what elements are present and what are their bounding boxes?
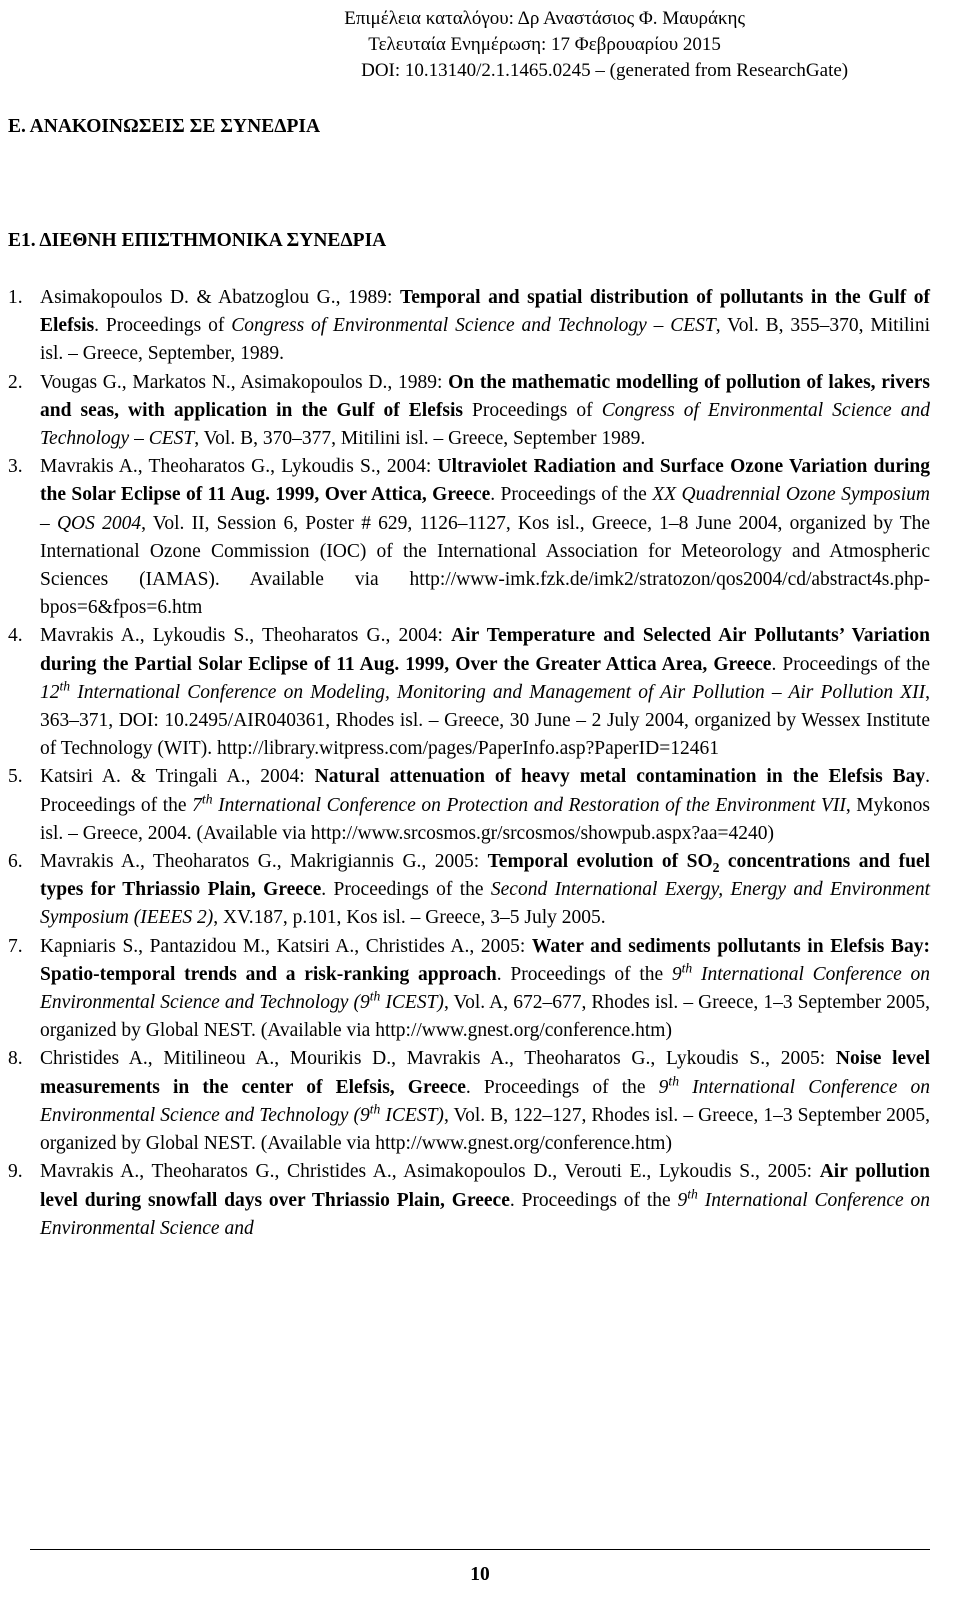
reference-pre: . Proceedings of the <box>490 484 653 506</box>
reference-number: 2. <box>8 371 23 393</box>
reference-authors: Mavrakis A., Theoharatos G., Makrigiannis G., 2005: <box>40 851 488 873</box>
section-title: Ε. ΑΝΑΚΟΙΝΩΣΕΙΣ ΣΕ ΣΥΝΕΔΡΙΑ <box>8 116 321 137</box>
reference-venue: Congress of Environmental Science and Technology – CEST <box>40 399 931 450</box>
reference-item <box>8 763 930 848</box>
reference-details: , Vol. B, 355–370, Mitilini isl. – Greece, September, 1989. <box>40 315 930 365</box>
reference-title: On the mathematic modelling of pollution of lakes, rivers and seas, with application in the Gulf of Elefsis <box>40 371 930 421</box>
reference-authors: Christides A., Mitilineou A., Mourikis D., Mavrakis A., Theoharatos G., Lykoudis S., 2005: <box>40 1048 836 1070</box>
reference-details: , Vol. B, 122–127, Rhodes isl. – Greece, 1–3 September 2005, organized by Global NEST. (Available via http://www.gnest.org/conference.htm) <box>40 1104 931 1155</box>
reference-item <box>8 622 930 763</box>
reference-number: 6. <box>8 851 23 873</box>
reference-number: 8. <box>8 1048 23 1070</box>
header-doi-line: DOI: 10.13140/2.1.1465.0245 – (generated from ResearchGate) <box>361 60 849 81</box>
reference-venue: Congress of Environmental Science and Technology – CEST <box>231 315 716 337</box>
reference-number: 5. <box>8 766 23 788</box>
venue-ordinal: 9 <box>671 963 682 985</box>
reference-item <box>8 369 930 454</box>
reference-item <box>8 1045 930 1158</box>
reference-authors: Vougas G., Markatos N., Asimakopoulos D., 1989: <box>40 371 449 393</box>
venue-name: International Conference on Environmental Science and <box>40 1189 930 1239</box>
reference-pre: . Proceedings of the <box>496 963 672 985</box>
reference-venue: XX Quadrennial Ozone Symposium – QOS 2004 <box>40 484 930 534</box>
title-part: Temporal evolution of SO <box>487 851 713 873</box>
reference-number: 9. <box>8 1161 23 1183</box>
venue-name: International Conference on Environmental Science and Technology (9 <box>40 963 930 1014</box>
page-number: 10 <box>470 1564 490 1585</box>
venue-name: International Conference on Environmental Science and Technology (9 <box>40 1076 931 1126</box>
venue-ordinal: 9 <box>658 1076 669 1098</box>
venue-name: International Conference on Modeling, Monitoring and Management of Air Pollution – Air Pollution XII <box>70 681 926 703</box>
reference-details: , 363–371, DOI: 10.2495/AIR040361, Rhodes isl. – Greece, 30 June – 2 July 2004, organized by Wessex Institute of Technology (WIT). http://library.witpress.com/pages/PaperInfo.asp?PaperID=12461 <box>40 681 930 760</box>
reference-pre: . Proceedings of the <box>771 653 930 675</box>
venue-ordinal-suffix: th <box>668 1073 680 1089</box>
venue-ordinal-suffix: th <box>201 791 213 807</box>
reference-pre: Proceedings of <box>462 399 602 421</box>
reference-title: Air Temperature and Selected Air Pollutants’ Variation during the Partial Solar Eclipse of 11 Aug. 1999, Over the Greater Attica Area, Greece <box>40 625 930 675</box>
venue-acronym: ICEST) <box>380 1104 444 1126</box>
venue-acronym: ICEST) <box>380 992 444 1014</box>
reference-item <box>8 1158 930 1243</box>
reference-pre: . Proceedings of the <box>509 1189 678 1211</box>
reference-details: , Vol. II, Session 6, Poster # 629, 1126–1127, Kos isl., Greece, 1–8 June 2004, organized by The International Ozone Commission (IOC) of the International Association for Meteorology and Atmospheric Sciences (IAMAS). Available via http://www-imk.fzk.de/imk2/stratozon/qos2004/cd/abstract4s.php-bpos=6&fpos=6.htm <box>40 512 931 619</box>
reference-number: 3. <box>8 456 23 478</box>
venue-ordinal-suffix: th <box>369 1101 381 1117</box>
header-update-line: Τελευταία Ενημέρωση: 17 Φεβρουαρίου 2015 <box>368 34 721 55</box>
reference-item <box>8 453 930 622</box>
page-header <box>344 6 849 84</box>
subsection-title: Ε1. ΔΙΕΘΝΗ ΕΠΙΣΤΗΜΟΝΙΚΑ ΣΥΝΕΔΡΙΑ <box>8 230 387 251</box>
reference-number: 7. <box>8 935 23 957</box>
reference-number: 1. <box>8 287 23 308</box>
reference-authors: Katsiri A. & Tringali A., 2004: <box>40 766 315 788</box>
venue-ordinal-suffix: th <box>681 960 693 976</box>
reference-number: 4. <box>8 625 23 647</box>
venue-ordinal: 7 <box>192 794 202 816</box>
title-subscript: 2 <box>712 859 720 875</box>
reference-title: Water and sediments pollutants in Elefsis Bay: Spatio-temporal trends and a risk-ranking approach <box>40 935 930 985</box>
venue-ordinal-suffix: th <box>369 988 381 1004</box>
reference-item <box>8 933 930 1046</box>
venue-ordinal: 12 <box>40 681 60 703</box>
reference-venue <box>192 791 846 816</box>
reference-details: , Vol. A, 672–677, Rhodes isl. – Greece, 1–3 September 2005, organized by Global NEST. (Available via http://www.gnest.org/conference.htm) <box>40 992 931 1042</box>
reference-authors: Mavrakis A., Theoharatos G., Lykoudis S., 2004: <box>40 456 438 478</box>
venue-ordinal: 9 <box>677 1189 688 1211</box>
reference-title: Noise level measurements in the center of Elefsis, Greece <box>40 1048 930 1098</box>
reference-venue <box>40 678 926 703</box>
reference-details: , Vol. B, 370–377, Mitilini isl. – Greece, September 1989. <box>194 428 646 450</box>
reference-pre: . Proceedings of the <box>465 1076 659 1098</box>
footer-divider <box>30 1549 930 1550</box>
venue-ordinal-suffix: th <box>59 678 71 694</box>
header-editor-line: Επιμέλεια καταλόγου: Δρ Αναστάσιος Φ. Μαυράκης <box>344 8 745 29</box>
reference-title: Air pollution level during snowfall days over Thriassio Plain, Greece <box>40 1161 930 1211</box>
reference-item <box>8 848 930 933</box>
reference-details: , XV.187, p.101, Kos isl. – Greece, 3–5 July 2005. <box>213 907 606 929</box>
reference-pre: . Proceedings of <box>94 315 232 337</box>
reference-details: , Mykonos isl. – Greece, 2004. (Available via http://www.srcosmos.gr/srcosmos/showpub.aspx?aa=4240) <box>40 794 930 844</box>
reference-authors: Kapniaris S., Pantazidou M., Katsiri A., Christides A., 2005: <box>40 935 532 957</box>
reference-title: Natural attenuation of heavy metal contamination in the Elefsis Bay <box>314 766 926 788</box>
reference-authors: Asimakopoulos D. & Abatzoglou G., 1989: <box>40 287 401 308</box>
reference-list <box>8 284 930 1243</box>
reference-authors: Mavrakis A., Theoharatos G., Christides A., Asimakopoulos D., Verouti E., Lykoudis S., 2005: <box>40 1161 820 1183</box>
reference-title: Ultraviolet Radiation and Surface Ozone Variation during the Solar Eclipse of 11 Aug. 1999, Over Attica, Greece <box>40 456 930 506</box>
reference-authors: Mavrakis A., Lykoudis S., Theoharatos G., 2004: <box>40 625 452 647</box>
reference-title: Temporal and spatial distribution of pollutants in the Gulf of Elefsis <box>40 287 930 337</box>
reference-item <box>8 284 930 369</box>
venue-ordinal-suffix: th <box>687 1186 698 1201</box>
venue-name: International Conference on Protection and Restoration of the Environment VII <box>212 794 846 816</box>
title-part: concentrations and fuel types for Thriassio Plain, Greece <box>40 851 931 901</box>
reference-pre: . Proceedings of the <box>40 766 931 816</box>
reference-pre: . Proceedings of the <box>321 879 491 901</box>
reference-venue: Second International Exergy, Energy and Environment Symposium (IEEES 2) <box>40 879 930 929</box>
